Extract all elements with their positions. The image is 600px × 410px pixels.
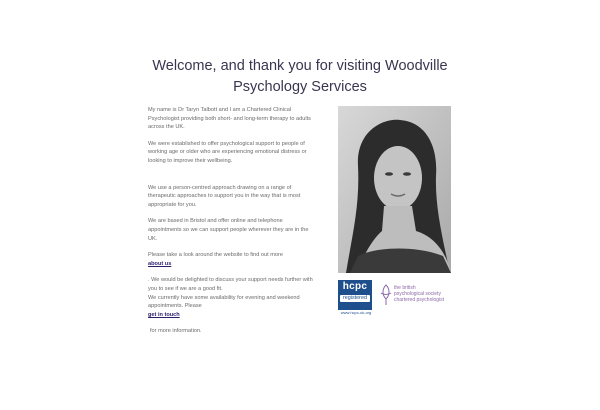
intro-paragraph-2: We were established to offer psychological support to people of working age or older who are experiencing emotional distress or looking to improve their wellbeing. — [148, 140, 307, 164]
bps-line-1: the british — [394, 285, 416, 291]
bps-logo — [378, 280, 468, 310]
intro-paragraph-7: We currently have some availability for evening and weekend appointments. Please — [148, 294, 300, 310]
hcpc-registered-text: registered — [340, 295, 370, 302]
intro-paragraph-4: We are based in Bristol and offer online and telephone appointments so we can support people wherever they are in the UK. — [148, 218, 309, 242]
get-in-touch-link[interactable]: get in touch — [148, 311, 180, 318]
bps-text — [394, 285, 444, 303]
page-title — [150, 56, 450, 98]
intro-text — [148, 106, 314, 336]
intro-paragraph-3: We use a person-centred approach drawing on a range of therapeutic approaches to support you in the way that is most appropriate for you. — [148, 184, 301, 208]
intro-paragraph-1: My name is Dr Taryn Talbott and I am a Chartered Clinical Psychologist providing both short- and long-term therapy to adults across the UK. — [148, 107, 311, 131]
hcpc-url: www.hcpc-uk.org — [340, 310, 372, 315]
bps-emblem-icon — [378, 283, 394, 307]
page-title-line-2: Psychology Services — [233, 79, 367, 95]
intro-paragraph-5: Please take a look around the website to find out more — [148, 252, 283, 259]
hcpc-logo — [338, 280, 372, 310]
intro-paragraph-6: . We would be delighted to discuss your support needs further with you to see if we are a good fit. — [148, 277, 313, 292]
about-us-link[interactable]: about us — [148, 260, 172, 267]
bps-line-3: chartered psychologist — [394, 297, 445, 303]
accreditation-logos — [338, 280, 498, 318]
hcpc-logo-text: hcpc — [342, 281, 368, 292]
page-title-line-1: Welcome, and thank you for visiting Woodville — [152, 58, 448, 74]
bps-line-2: psychological society — [394, 291, 441, 297]
profile-photo — [338, 106, 451, 273]
intro-paragraph-8: for more information. — [150, 328, 202, 335]
